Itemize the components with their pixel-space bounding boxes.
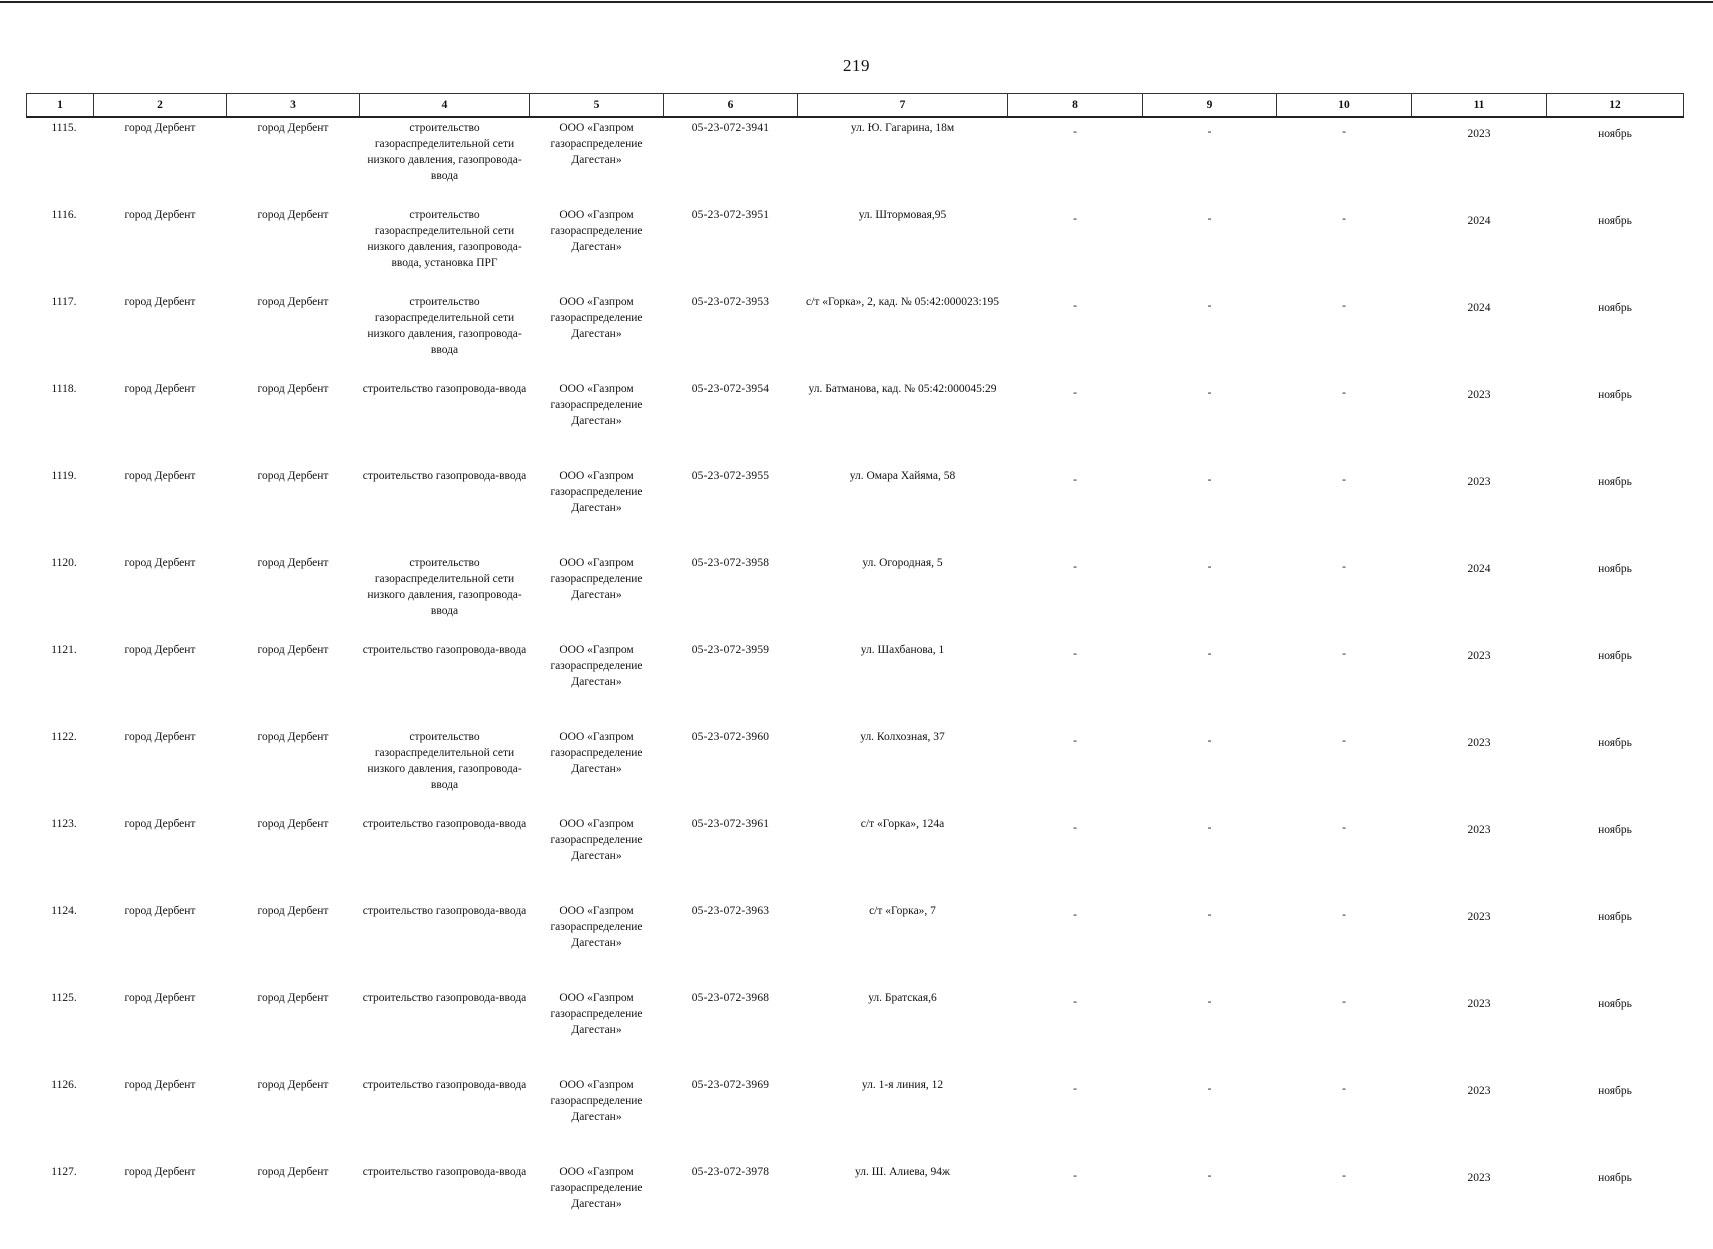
- row-number: 1125.: [51, 992, 77, 1004]
- settlement-cell: город Дербент: [257, 818, 329, 830]
- address-cell: с/т «Горка», 2, кад. № 05:42:000023:195: [806, 296, 999, 308]
- work-description-cell: строительство газопровода-ввода: [362, 1166, 527, 1178]
- row-number: 1116.: [51, 209, 77, 221]
- address-cell: ул. Братская,6: [868, 992, 937, 1004]
- month-cell: ноябрь: [1598, 737, 1632, 749]
- year-cell: 2023: [1467, 824, 1491, 836]
- settlement-cell: город Дербент: [257, 209, 329, 221]
- column-8-cell: -: [1073, 822, 1077, 834]
- year-cell: 2024: [1467, 563, 1491, 575]
- month-cell: ноябрь: [1598, 911, 1632, 923]
- settlement-cell: город Дербент: [257, 1079, 329, 1091]
- work-description-cell: строительство газопровода-ввода: [362, 905, 527, 917]
- settlement-cell: город Дербент: [257, 905, 329, 917]
- organization-cell: ООО «Газпром газораспределение Дагестан»: [550, 905, 643, 949]
- column-header: 2: [94, 94, 227, 118]
- settlement-cell: город Дербент: [257, 992, 329, 1004]
- district-cell: город Дербент: [124, 122, 196, 134]
- district-cell: город Дербент: [124, 992, 196, 1004]
- address-cell: ул. Шахбанова, 1: [860, 644, 945, 656]
- column-9-cell: -: [1207, 1083, 1212, 1095]
- table-row: [27, 814, 1684, 901]
- column-8-cell: -: [1073, 648, 1077, 660]
- column-10-cell: -: [1342, 1170, 1346, 1182]
- organization-cell: ООО «Газпром газораспределение Дагестан»: [550, 209, 643, 253]
- row-number: 1118.: [51, 383, 77, 395]
- column-10-cell: -: [1342, 996, 1346, 1008]
- code-cell: 05-23-072-3955: [691, 470, 770, 482]
- code-cell: 05-23-072-3958: [691, 557, 770, 569]
- organization-cell: ООО «Газпром газораспределение Дагестан»: [550, 296, 643, 340]
- code-cell: 05-23-072-3961: [691, 818, 770, 830]
- table-row: [27, 727, 1684, 814]
- column-8-cell: -: [1073, 387, 1077, 399]
- column-8-cell: -: [1073, 996, 1077, 1008]
- table-row: [27, 988, 1684, 1075]
- code-cell: 05-23-072-3968: [691, 992, 770, 1004]
- year-cell: 2024: [1467, 215, 1491, 227]
- month-cell: ноябрь: [1598, 824, 1632, 836]
- organization-cell: ООО «Газпром газораспределение Дагестан»: [550, 992, 643, 1036]
- table-row: [27, 553, 1684, 640]
- organization-cell: ООО «Газпром газораспределение Дагестан»: [550, 1166, 643, 1210]
- district-cell: город Дербент: [124, 731, 196, 743]
- column-9-cell: -: [1207, 300, 1212, 312]
- month-cell: ноябрь: [1598, 215, 1632, 227]
- column-9-cell: -: [1207, 387, 1212, 399]
- work-description-cell: строительство газопровода-ввода: [362, 470, 527, 482]
- table-row: [27, 292, 1684, 379]
- address-cell: ул. 1-я линия, 12: [861, 1079, 944, 1091]
- column-10-cell: -: [1342, 909, 1346, 921]
- table-row: [27, 901, 1684, 988]
- column-10-cell: -: [1342, 126, 1346, 138]
- row-number: 1126.: [51, 1079, 77, 1091]
- month-cell: ноябрь: [1598, 389, 1632, 401]
- organization-cell: ООО «Газпром газораспределение Дагестан»: [550, 470, 643, 514]
- month-cell: ноябрь: [1598, 563, 1632, 575]
- year-cell: 2023: [1467, 737, 1491, 749]
- column-9-cell: -: [1207, 822, 1212, 834]
- column-number-header-row: [27, 94, 1684, 118]
- column-header: 12: [1547, 94, 1684, 118]
- row-number: 1117.: [51, 296, 77, 308]
- month-cell: ноябрь: [1598, 128, 1632, 140]
- code-cell: 05-23-072-3951: [691, 209, 770, 221]
- month-cell: ноябрь: [1598, 476, 1632, 488]
- work-description-cell: строительство газопровода-ввода: [362, 644, 527, 656]
- district-cell: город Дербент: [124, 1079, 196, 1091]
- address-cell: ул. Штормовая,95: [858, 209, 947, 221]
- settlement-cell: город Дербент: [257, 296, 329, 308]
- column-8-cell: -: [1073, 1083, 1077, 1095]
- table-row: [27, 1162, 1684, 1249]
- column-10-cell: -: [1342, 300, 1346, 312]
- column-10-cell: -: [1342, 474, 1346, 486]
- column-9-cell: -: [1207, 996, 1212, 1008]
- work-description-cell: строительство газопровода-ввода: [362, 818, 527, 830]
- column-9-cell: -: [1207, 648, 1212, 660]
- work-description-cell: строительство газопровода-ввода: [362, 1079, 527, 1091]
- column-8-cell: -: [1073, 474, 1077, 486]
- work-description-cell: строительство газораспределительной сети низкого давления, газопровода-ввода, установка ПРГ: [367, 209, 522, 269]
- column-9-cell: -: [1207, 126, 1212, 138]
- year-cell: 2023: [1467, 911, 1491, 923]
- column-header: 6: [664, 94, 798, 118]
- column-8-cell: -: [1073, 213, 1077, 225]
- year-cell: 2023: [1467, 1085, 1491, 1097]
- column-10-cell: -: [1342, 735, 1346, 747]
- year-cell: 2023: [1467, 998, 1491, 1010]
- code-cell: 05-23-072-3960: [691, 731, 770, 743]
- work-description-cell: строительство газораспределительной сети низкого давления, газопровода-ввода: [367, 296, 522, 356]
- row-number: 1120.: [51, 557, 77, 569]
- year-cell: 2024: [1467, 302, 1491, 314]
- page-number: 219: [843, 56, 870, 75]
- work-description-cell: строительство газораспределительной сети низкого давления, газопровода-ввода: [367, 731, 522, 791]
- year-cell: 2023: [1467, 389, 1491, 401]
- organization-cell: ООО «Газпром газораспределение Дагестан»: [550, 818, 643, 862]
- column-10-cell: -: [1342, 561, 1346, 573]
- table-row: [27, 640, 1684, 727]
- district-cell: город Дербент: [124, 644, 196, 656]
- month-cell: ноябрь: [1598, 650, 1632, 662]
- district-cell: город Дербент: [124, 383, 196, 395]
- column-10-cell: -: [1342, 822, 1346, 834]
- settlement-cell: город Дербент: [257, 1166, 329, 1178]
- table-row: [27, 466, 1684, 553]
- work-description-cell: строительство газопровода-ввода: [362, 383, 527, 395]
- column-header: 11: [1412, 94, 1547, 118]
- settlement-cell: город Дербент: [257, 122, 329, 134]
- organization-cell: ООО «Газпром газораспределение Дагестан»: [550, 731, 643, 775]
- organization-cell: ООО «Газпром газораспределение Дагестан»: [550, 122, 643, 166]
- column-9-cell: -: [1207, 735, 1212, 747]
- month-cell: ноябрь: [1598, 998, 1632, 1010]
- code-cell: 05-23-072-3978: [691, 1166, 770, 1178]
- table-row: [27, 1075, 1684, 1162]
- settlement-cell: город Дербент: [257, 731, 329, 743]
- table-row: [27, 117, 1684, 205]
- column-header: 10: [1277, 94, 1412, 118]
- address-cell: с/т «Горка», 7: [869, 905, 936, 917]
- settlement-cell: город Дербент: [257, 557, 329, 569]
- settlement-cell: город Дербент: [257, 383, 329, 395]
- organization-cell: ООО «Газпром газораспределение Дагестан»: [550, 1079, 643, 1123]
- code-cell: 05-23-072-3963: [691, 905, 770, 917]
- address-cell: ул. Батманова, кад. № 05:42:000045:29: [808, 383, 997, 395]
- column-header: 1: [27, 94, 94, 118]
- table-row: [27, 205, 1684, 292]
- column-header: 9: [1143, 94, 1277, 118]
- column-header: 7: [798, 94, 1008, 118]
- row-number: 1119.: [51, 470, 77, 482]
- district-cell: город Дербент: [124, 557, 196, 569]
- row-number: 1115.: [51, 122, 77, 134]
- district-cell: город Дербент: [124, 905, 196, 917]
- column-header: 4: [360, 94, 530, 118]
- row-number: 1121.: [51, 644, 77, 656]
- code-cell: 05-23-072-3953: [691, 296, 770, 308]
- year-cell: 2023: [1467, 1172, 1491, 1184]
- work-description-cell: строительство газораспределительной сети низкого давления, газопровода-ввода: [367, 122, 522, 182]
- column-9-cell: -: [1207, 909, 1212, 921]
- top-scan-rule: [0, 1, 1713, 3]
- year-cell: 2023: [1467, 128, 1491, 140]
- column-header: 8: [1008, 94, 1143, 118]
- code-cell: 05-23-072-3954: [691, 383, 770, 395]
- year-cell: 2023: [1467, 476, 1491, 488]
- district-cell: город Дербент: [124, 296, 196, 308]
- code-cell: 05-23-072-3941: [691, 122, 770, 134]
- address-cell: с/т «Горка», 124а: [860, 818, 945, 830]
- code-cell: 05-23-072-3969: [691, 1079, 770, 1091]
- row-number: 1122.: [51, 731, 77, 743]
- organization-cell: ООО «Газпром газораспределение Дагестан»: [550, 383, 643, 427]
- district-cell: город Дербент: [124, 470, 196, 482]
- column-8-cell: -: [1073, 126, 1077, 138]
- address-cell: ул. Огородная, 5: [862, 557, 943, 569]
- row-number: 1127.: [51, 1166, 77, 1178]
- column-8-cell: -: [1073, 300, 1077, 312]
- address-cell: ул. Ш. Алиева, 94ж: [855, 1166, 950, 1178]
- month-cell: ноябрь: [1598, 1172, 1632, 1184]
- column-9-cell: -: [1207, 474, 1212, 486]
- column-8-cell: -: [1073, 909, 1077, 921]
- code-cell: 05-23-072-3959: [691, 644, 770, 656]
- organization-cell: ООО «Газпром газораспределение Дагестан»: [550, 644, 643, 688]
- work-description-cell: строительство газораспределительной сети низкого давления, газопровода-ввода: [367, 557, 522, 617]
- district-cell: город Дербент: [124, 818, 196, 830]
- column-10-cell: -: [1342, 1083, 1346, 1095]
- column-header: 5: [530, 94, 664, 118]
- row-number: 1124.: [51, 905, 77, 917]
- column-8-cell: -: [1073, 1170, 1077, 1182]
- district-cell: город Дербент: [124, 209, 196, 221]
- district-cell: город Дербент: [124, 1166, 196, 1178]
- organization-cell: ООО «Газпром газораспределение Дагестан»: [550, 557, 643, 601]
- settlement-cell: город Дербент: [257, 644, 329, 656]
- work-description-cell: строительство газопровода-ввода: [362, 992, 527, 1004]
- column-8-cell: -: [1073, 561, 1077, 573]
- column-10-cell: -: [1342, 387, 1346, 399]
- column-9-cell: -: [1207, 213, 1212, 225]
- gasification-register-table: [26, 93, 1684, 1249]
- settlement-cell: город Дербент: [257, 470, 329, 482]
- column-10-cell: -: [1342, 648, 1346, 660]
- table-row: [27, 379, 1684, 466]
- month-cell: ноябрь: [1598, 302, 1632, 314]
- column-10-cell: -: [1342, 213, 1346, 225]
- column-9-cell: -: [1207, 561, 1212, 573]
- month-cell: ноябрь: [1598, 1085, 1632, 1097]
- register-body: [27, 117, 1684, 1249]
- row-number: 1123.: [51, 818, 77, 830]
- column-header: 3: [227, 94, 360, 118]
- address-cell: ул. Омара Хайяма, 58: [849, 470, 956, 482]
- column-9-cell: -: [1207, 1170, 1212, 1182]
- year-cell: 2023: [1467, 650, 1491, 662]
- address-cell: ул. Ю. Гагарина, 18м: [850, 122, 955, 134]
- column-8-cell: -: [1073, 735, 1077, 747]
- address-cell: ул. Колхозная, 37: [860, 731, 945, 743]
